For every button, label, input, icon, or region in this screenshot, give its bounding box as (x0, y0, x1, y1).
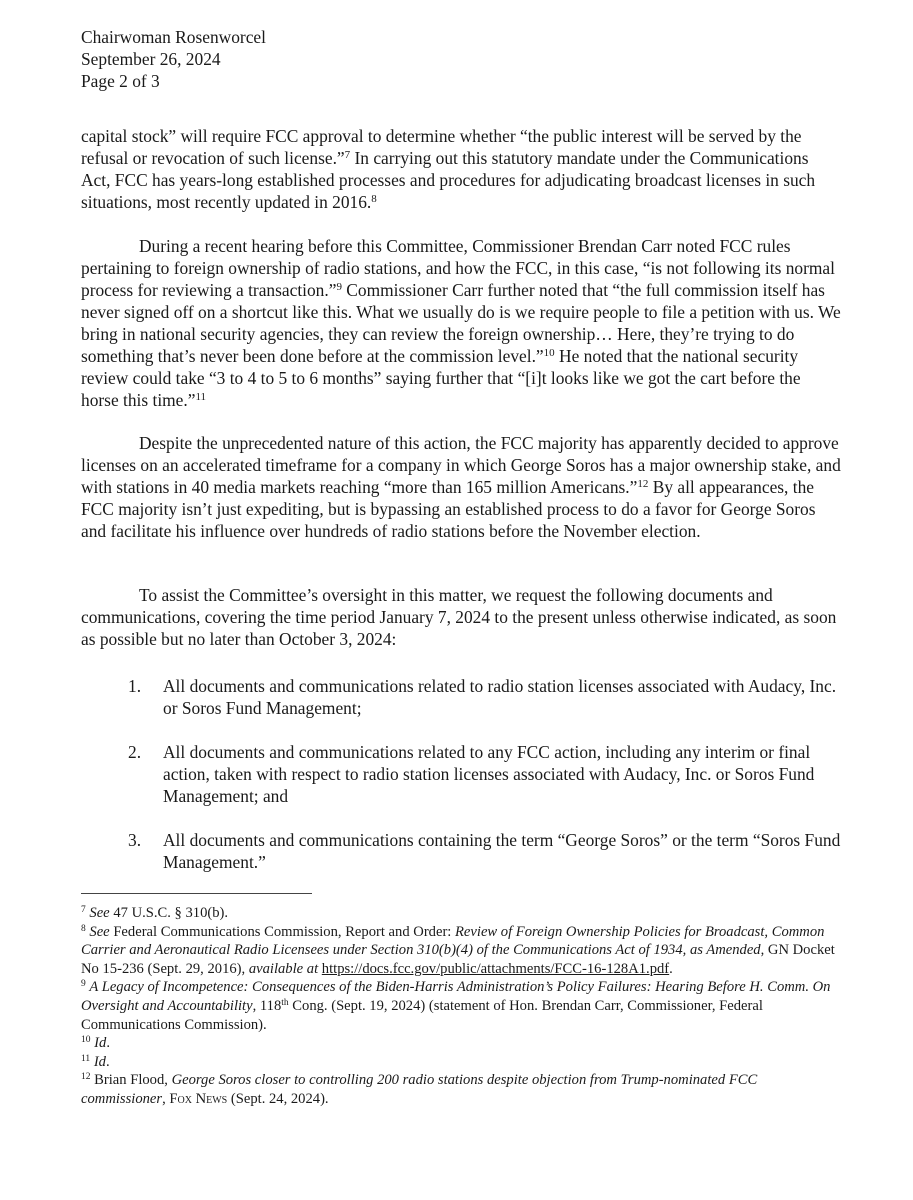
footnote-ref-12[interactable]: 12 (637, 478, 649, 490)
paragraph-3: Despite the unprecedented nature of this action, the FCC majority has apparently decided to approve licenses on an accelerated timeframe for a company in which George Soros has a major ownership stake, and with stations in 40 media markets reaching “more than 165 million Americans.”$^{12}$ By all appearances, the FCC majority isn’t just expediting, but is bypassing an established process to do a favor for George Soros and facilitate his influence over hundreds of radio stations before the November election. (81, 433, 841, 541)
paragraph-1: capital stock” will require FCC approval to determine whether “the public interest will be served by the refusal or revocation of such license.”$^7$ In carrying out this statutory mandate under the Communications Act, FCC has years-long established processes and procedures for adjudicating broadcast licenses in such situations, most recently updated in 2016.$^8$ (81, 126, 816, 212)
footnote-ref-11[interactable]: 11 (195, 391, 207, 403)
letter-date: September 26, 2024 (81, 49, 221, 69)
request-item-2: 2. All documents and communications related to any FCC action, including any interim or final action, taken with respect to radio station licenses associated with Audacy, Inc. or Soros Fund Management; and (128, 742, 815, 806)
footnote-8: $^8$ See Federal Communications Commission, Report and Order: Review of Foreign Ownership Policies for Broadcast, Common Carrier and Aeronautical Radio Licensees under Section 310(b)(4) of the Communications Act of 1934, as Amended, GN Docket No 15-236 (Sept. 29, 2016), available at https://docs.fcc.gov/public/attachments/FCC-16-128A1.pdf. (81, 923, 835, 977)
footnote-12: $^{12}$ Brian Flood, George Soros closer to controlling 200 radio stations despite objection from Trump-nominated FCC commissioner, Fox News (Sept. 24, 2024). (81, 1072, 758, 1107)
footnote-10: $^{10}$ Id. (81, 1035, 110, 1052)
footnote-ref-7[interactable]: 7 (344, 149, 351, 161)
footnote-ref-8[interactable]: 8 (371, 193, 377, 205)
request-item-1: 1. All documents and communications related to radio station licenses associated with Audacy, Inc. or Soros Fund Management; (128, 676, 837, 718)
footnote-11: $^{11}$ Id. (81, 1053, 110, 1070)
fcc-report-link[interactable]: https://docs.fcc.gov/public/attachments/FCC-16-128A1.pdf (321, 960, 670, 977)
paragraph-4: To assist the Committee’s oversight in this matter, we request the following documents and communications, covering the time period January 7, 2024 to the present unless otherwise indicated, as soon as possible but no later than October 3, 2024: (81, 585, 837, 649)
page-header (81, 26, 266, 92)
request-item-3: 3. All documents and communications containing the term “George Soros” or the term “Soros Fund Management.” (128, 830, 841, 872)
page-number: Page 2 of 3 (81, 71, 160, 91)
recipient: Chairwoman Rosenworcel (81, 27, 266, 47)
footnote-divider (81, 893, 312, 894)
request-list (81, 675, 841, 873)
footnote-ref-10[interactable]: 10 (543, 347, 555, 359)
footnote-7: $^7$ See 47 U.S.C. § 310(b). (81, 905, 229, 921)
footnote-9: $^9$ A Legacy of Incompetence: Consequences of the Biden-Harris Administration’s Policy Failures: Hearing Before H. Comm. On Oversight and Accountability, 118th Cong. (Sept. 19, 2024) (statement of Hon. Brendan Carr, Commissioner, Federal Communications Commission). (81, 979, 831, 1033)
footnotes (81, 904, 841, 1109)
footnote-ref-9[interactable]: 9 (336, 281, 342, 293)
paragraph-2: During a recent hearing before this Committee, Commissioner Brendan Carr noted FCC rules pertaining to foreign ownership of radio stations, and how the FCC, in this case, “is not following its normal process for reviewing a transaction.”$^9$ Commissioner Carr further noted that “the full commission itself has never signed off on a shortcut like this. What we usually do is we require people to file a petition with us. We bring in national security agencies, they can review the foreign ownership… Here, they’re trying to do something that’s never been done before at the commission level.”$^{10}$ He noted that the national security review could take “3 to 4 to 5 to 6 months” saying further that “[i]t looks like we got the cart before the horse this time.”$^{11}$ (81, 236, 841, 410)
